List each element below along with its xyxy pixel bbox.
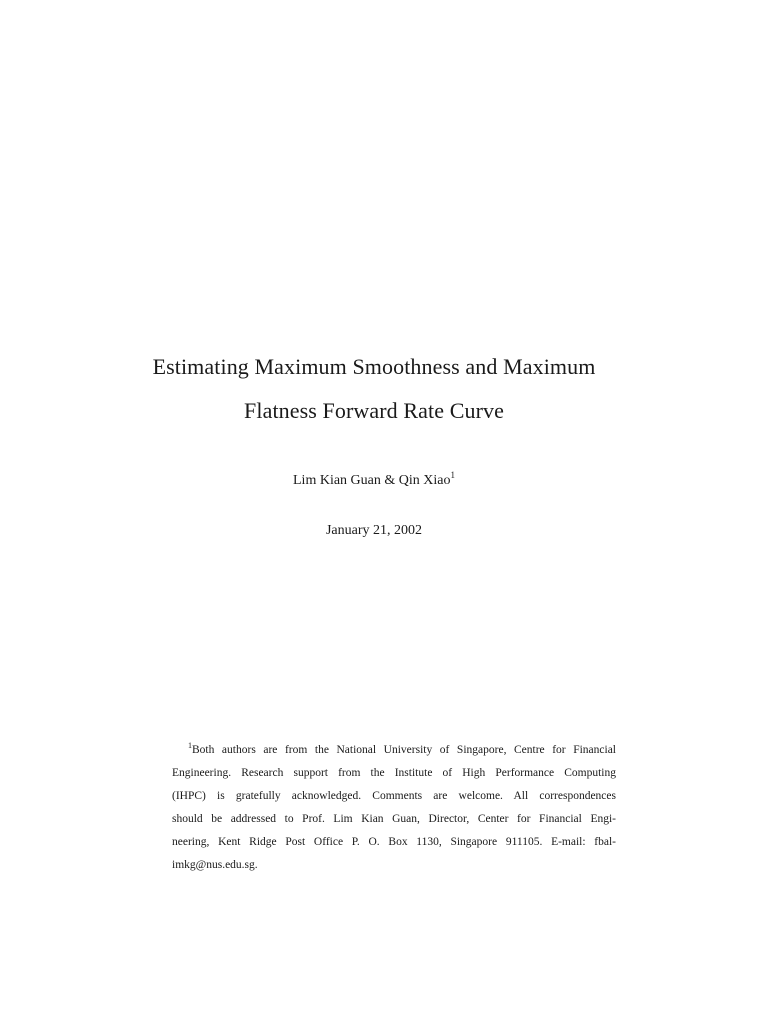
author-line <box>0 470 758 489</box>
footnote-line: neering, Kent Ridge Post Office P. O. Box 1130, Singapore 911105. E-mail: fbal- <box>172 836 616 848</box>
footnote-line: (IHPC) is gratefully acknowledged. Comments are welcome. All correspondences <box>172 790 616 802</box>
footnote-line <box>172 739 616 762</box>
author-footnote-mark: 1 <box>450 470 455 480</box>
footnote-mark: 1 <box>188 741 192 750</box>
footnote-line-text: Both authors are from the National University of Singapore, Centre for Financial <box>192 744 616 756</box>
paper-title-line-1: Estimating Maximum Smoothness and Maximum <box>152 354 596 379</box>
paper-date: January 21, 2002 <box>325 523 423 538</box>
footnote-line: Engineering. Research support from the Institute of High Performance Computing <box>172 767 616 779</box>
footnote-line: should be addressed to Prof. Lim Kian Guan, Director, Center for Financial Engi- <box>172 813 616 825</box>
author-names: Lim Kian Guan & Qin Xiao <box>293 473 451 488</box>
footnote-line: imkg@nus.edu.sg. <box>172 859 258 871</box>
paper-title-line-2: Flatness Forward Rate Curve <box>244 398 504 423</box>
footnote <box>172 739 616 877</box>
